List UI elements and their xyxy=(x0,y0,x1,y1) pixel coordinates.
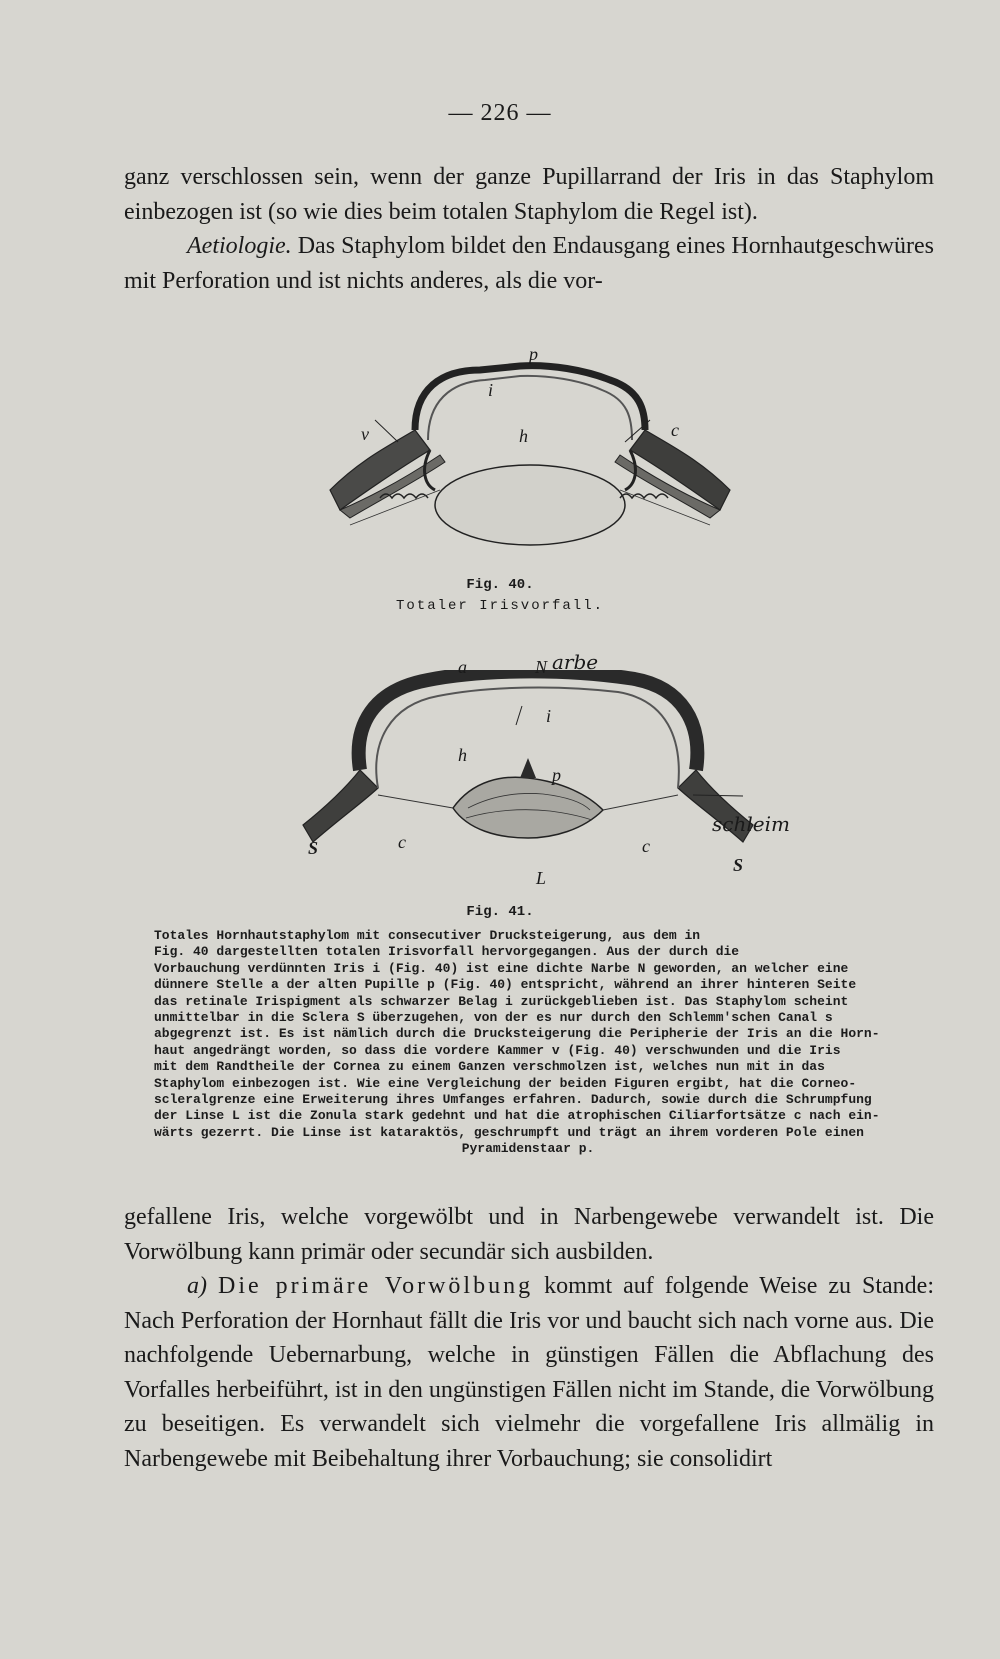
fig41-label-i: i xyxy=(546,706,552,726)
fig41-label-l: L xyxy=(536,868,547,888)
fig41-caption xyxy=(154,928,902,1158)
fig41-label-h: h xyxy=(458,745,467,765)
fig40-cornea-inner xyxy=(428,376,632,440)
caption-line: unmittelbar in die Sclera S überzugehen, von der es nur durch den Schlemm'schen Canal s xyxy=(154,1010,833,1026)
fig40-ciliary-right xyxy=(620,494,668,498)
fig41-label-n: N xyxy=(535,657,548,677)
fig41-handwritten-narbe: arbe xyxy=(552,650,599,674)
top-paragraph: ganz verschlossen sein, wenn der ganze Pupillarrand der Iris in das Staphylom einbezogen ist (so wie dies beim totalen Staphylom die Regel ist). xyxy=(124,164,934,225)
fig41-leader-i xyxy=(516,706,522,725)
caption-line: abgegrenzt ist. Es ist nämlich durch die Drucksteigerung die Peripherie der Iris an die Horn- xyxy=(154,1026,880,1042)
fig41-lens xyxy=(453,777,603,838)
caption-line: Totales Hornhautstaphylom mit consecutiver Drucksteigerung, aus dem in xyxy=(154,928,701,943)
fig41-label-p: p xyxy=(552,765,561,785)
caption-line: Staphylom einbezogen ist. Wie eine Vergleichung der beiden Figuren ergibt, hat die Corneo- xyxy=(154,1075,857,1091)
caption-line: Fig. 40 dargestellten totalen Irisvorfall hervorgegangen. Aus der durch die xyxy=(154,944,740,960)
fig40-label-c: c xyxy=(671,420,679,440)
aetiology-text: Das Staphylom bildet den Endausgang eines Hornhautgeschwüres mit Perforation und ist nichts anderes, als die vor- xyxy=(124,233,934,294)
caption-line: Pyramidenstaar p. xyxy=(461,1141,595,1157)
figure-41-illustration xyxy=(298,670,758,850)
fig40-label-v: v xyxy=(361,424,369,444)
para-prefix: a) xyxy=(187,1273,207,1299)
figure-41 xyxy=(0,650,1000,920)
caption-line: dünnere Stelle a der alten Pupille p (Fig. 40) entspricht, während an ihrer hinteren Seite xyxy=(154,977,857,993)
fig41-label-c-right: c xyxy=(642,836,650,856)
fig40-label-i: i xyxy=(488,380,494,400)
fig40-lens xyxy=(435,465,625,545)
figure-40-illustration xyxy=(320,350,740,565)
aetiology-paragraph xyxy=(124,229,934,298)
fig41-label-c-left: c xyxy=(398,832,406,852)
fig41-label-a: a xyxy=(458,657,467,677)
fig41-label-s-left: S xyxy=(308,838,319,858)
bottom-text-block xyxy=(124,1200,934,1476)
caption-line: mit dem Randtheile der Cornea zu einem Ganzen verschmolzen ist, welches nun mit in das xyxy=(154,1059,825,1075)
fig40-title: Totaler Irisvorfall. xyxy=(395,598,605,614)
caption-line: haut angedrängt worden, so dass die vordere Kammer v (Fig. 40) verschwunden und die Iris xyxy=(154,1042,841,1058)
fig41-number: Fig. 41. xyxy=(466,904,534,920)
bottom-paragraph-1: gefallene Iris, welche vorgewölbt und in Narbengewebe verwandelt ist. Die Vorwölbung kann primär oder secundär sich ausbilden. xyxy=(124,1204,934,1265)
fig41-zonula-left xyxy=(378,795,453,808)
figure-40 xyxy=(0,344,1000,620)
page-number: — 226 — xyxy=(448,100,552,126)
caption-line: Vorbauchung verdünnten Iris i (Fig. 40) ist eine dichte Narbe N geworden, an welcher eine xyxy=(154,960,849,976)
fig41-pyramid-cataract xyxy=(520,758,536,778)
fig40-label-p: p xyxy=(529,344,538,364)
fig40-label-h: h xyxy=(519,426,528,446)
fig41-handwritten-schleim: schleim xyxy=(712,812,790,836)
caption-line: der Linse L ist die Zonula stark gedehnt und hat die atrophischen Ciliarfortsätze c nach ein- xyxy=(154,1108,880,1124)
fig41-label-s-right: S xyxy=(733,855,744,875)
fig40-leader-v xyxy=(375,420,398,442)
caption-line: das retinale Irispigment als schwarzer Belag i zurückgeblieben ist. Das Staphylom scheint xyxy=(154,993,849,1009)
fig40-number: Fig. 40. xyxy=(466,577,534,593)
para-text: kommt auf folgende Weise zu Stande: Nach Perforation der Hornhaut fällt die Iris vor und baucht sich nach vorne aus. Die nachfolgende Uebernarbung, welche in günstigen Fällen die Abflachung des Vorfalles herbeiführt, ist in den ungünstigen Fällen nicht im Stande, die Vorwölbung zu beseitigen. Es verwandelt sich vielmehr die vorgefallene Iris allmälig in Narbengewebe mit Beibehaltung ihrer Vorbauchung; sie consolidirt xyxy=(124,1273,935,1472)
fig41-staphylom-wall xyxy=(359,671,698,770)
top-text-block xyxy=(124,160,934,298)
caption-line: scleralgrenze eine Erweiterung ihres Umfanges erfahren. Dadurch, sowie durch die Schrumpfung xyxy=(154,1092,872,1108)
fig41-zonula-right xyxy=(603,795,678,810)
primary-heading: Die primäre Vorwölbung xyxy=(218,1273,534,1299)
bottom-paragraph-2 xyxy=(124,1269,934,1476)
fig41-left-sclera xyxy=(303,770,378,842)
caption-line: wärts gezerrt. Die Linse ist kataraktös, geschrumpft und trägt an ihrem vorderen Pole einen xyxy=(154,1124,864,1140)
aetiology-heading: Aetiologie. xyxy=(187,233,292,259)
